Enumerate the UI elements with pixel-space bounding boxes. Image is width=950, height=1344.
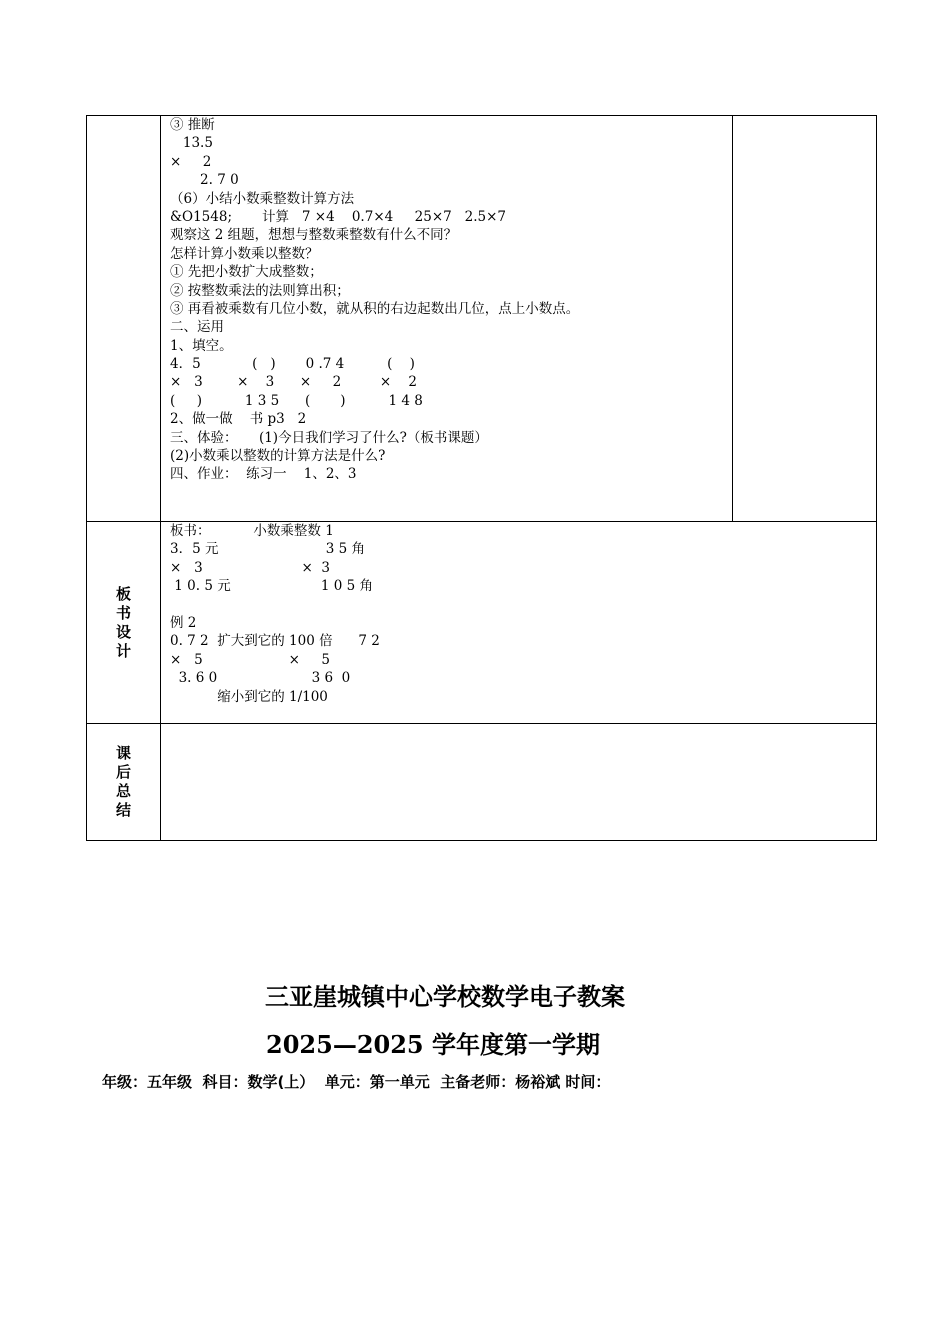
process-line: × 2 bbox=[170, 153, 212, 170]
lesson-meta: 年级：五年级 科目：数学(上） 单元：第一单元 主备老师：杨裕斌 时间： bbox=[102, 1073, 611, 1091]
board-design-cell bbox=[161, 522, 877, 724]
board-line: × 3 × 3 bbox=[170, 559, 330, 576]
board-line: 0. 7 2 扩大到它的 100 倍 7 2 bbox=[170, 633, 380, 650]
process-line: 2. 7 0 bbox=[170, 172, 239, 189]
summary-label-cell bbox=[87, 724, 161, 841]
process-line: ① 先把小数扩大成整数； bbox=[170, 264, 323, 281]
lesson-plan-table bbox=[86, 115, 877, 841]
process-line: (2)小数乘以整数的计算方法是什么? bbox=[170, 448, 386, 465]
process-line: ③ 再看被乘数有几位小数，就从积的右边起数出几位，点上小数点。 bbox=[170, 300, 580, 317]
process-line: ( ) 1 3 5 ( ) 1 4 8 bbox=[170, 392, 423, 409]
process-line: 2、做一做 书 p3 2 bbox=[170, 411, 307, 428]
board-design-row bbox=[87, 522, 877, 724]
term-title: 2025—2025 学年度第一学期 bbox=[266, 1030, 600, 1059]
process-line: 四、作业： 练习一 1、2、3 bbox=[170, 466, 357, 483]
process-line: 1、填空。 bbox=[170, 337, 233, 354]
process-line: 三、体验： (1)今日我们学习了什么?（板书课题） bbox=[170, 429, 488, 446]
board-design-label: 板书设计 bbox=[115, 584, 131, 660]
board-line: 1 0. 5 元 1 0 5 角 bbox=[170, 578, 373, 595]
process-line: × 3 × 3 × 2 × 2 bbox=[170, 374, 417, 391]
board-line bbox=[170, 596, 876, 614]
summary-content-cell bbox=[161, 724, 877, 841]
board-line: 3. 6 0 3 6 0 bbox=[170, 670, 351, 687]
process-line: ③ 推断 bbox=[170, 117, 215, 133]
board-line: 板书： 小数乘整数 1 bbox=[170, 523, 334, 539]
school-title: 三亚崖城镇中心学校数学电子教案 bbox=[265, 983, 625, 1011]
board-design-content bbox=[161, 522, 876, 706]
board-line: × 5 × 5 bbox=[170, 651, 330, 668]
teaching-process-cell bbox=[161, 116, 733, 522]
board-line: 3．5 元 3 5 角 bbox=[170, 541, 366, 558]
process-line: 怎样计算小数乘以整数？ bbox=[170, 245, 319, 262]
process-line: 二、运用 bbox=[170, 319, 224, 336]
notes-cell bbox=[733, 116, 877, 522]
board-line: 缩小到它的 1/100 bbox=[170, 688, 328, 705]
process-line: 4．5 ( ) 0 .7 4 ( ) bbox=[170, 356, 415, 373]
empty-label-cell bbox=[87, 116, 161, 522]
process-line: （6）小结小数乘整数计算方法 bbox=[170, 190, 355, 207]
process-line: ② 按整数乘法的法则算出积； bbox=[170, 282, 350, 299]
summary-row bbox=[87, 724, 877, 841]
board-line: 例 2 bbox=[170, 614, 197, 631]
board-design-label-cell bbox=[87, 522, 161, 724]
summary-label: 课后总结 bbox=[115, 744, 131, 819]
process-line: 观察这 2 组题，想想与整数乘整数有什么不同？ bbox=[170, 227, 458, 244]
teaching-process-row bbox=[87, 116, 877, 522]
process-line: &O1548; 计算 7 ×4 0.7×4 25×7 2.5×7 bbox=[170, 208, 506, 225]
teaching-process-content bbox=[161, 116, 732, 484]
process-line: 13.5 bbox=[170, 135, 213, 152]
